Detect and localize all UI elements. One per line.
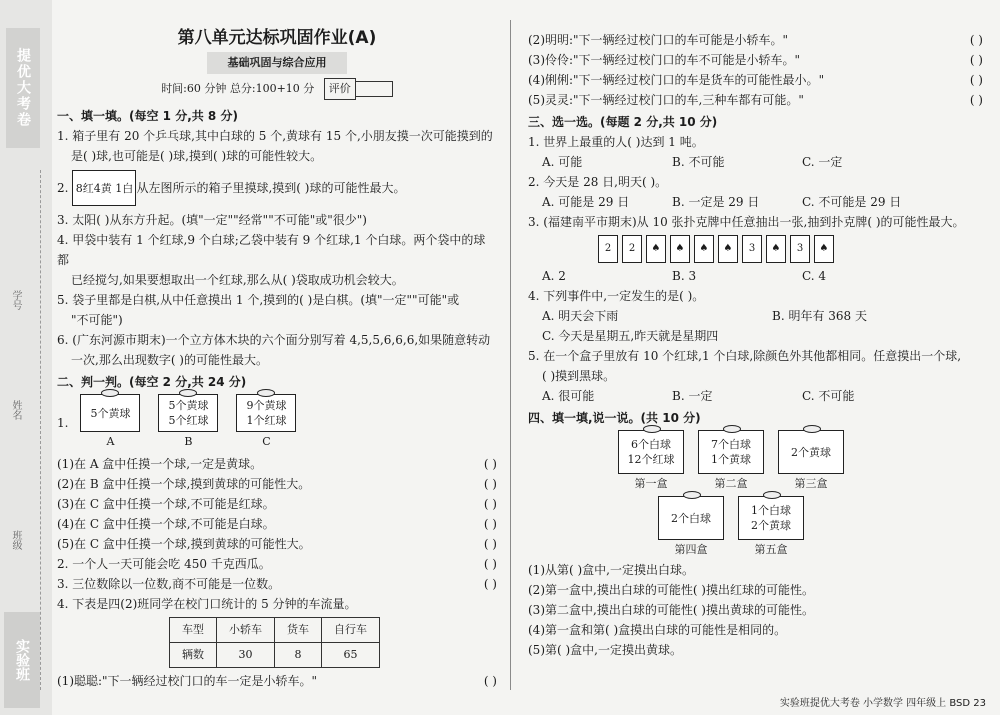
poker-cards	[598, 235, 983, 263]
question-2: 2. 8红4黄 1白 从左图所示的箱子里摸球,摸到( )球的可能性最大。	[57, 170, 497, 206]
answer-paren[interactable]: ( )	[483, 537, 497, 551]
judge-item: (5)灵灵:"下一辆经过校门口的车,三种车都有可能。" ( )	[528, 90, 983, 110]
judge-item: (4)俐俐:"下一辆经过校门口的车是货车的可能性最小。" ( )	[528, 70, 983, 90]
box-1: 6个白球 12个红球 第一盒	[618, 430, 684, 494]
box-2: 7个白球 1个黄球 第二盒	[698, 430, 764, 494]
series-logo: 实验班	[4, 612, 40, 708]
field-name: 姓名	[10, 400, 21, 420]
section-2-heading: 二、判一判。(每空 2 分,共 24 分)	[57, 375, 247, 389]
card: ♠	[694, 235, 714, 263]
judge-item: (2)明明:"下一辆经过校门口的车可能是小轿车。" ( )	[528, 30, 983, 50]
judge-item: (1)在 A 盒中任摸一个球,一定是黄球。 ( )	[57, 454, 497, 474]
question-text: 1. 世界上最重的人( )达到 1 吨。	[528, 135, 704, 149]
options: A. 可能是 29 日 B. 一定是 29 日 C. 不可能是 29 日	[542, 195, 902, 209]
judge-item: (3)在 C 盒中任摸一个球,不可能是红球。 ( )	[57, 494, 497, 514]
question-text: 1. 箱子里有 20 个乒乓球,其中白球的 5 个,黄球有 15 个,小朋友摸一次可能摸到的	[57, 129, 493, 143]
question-text: 已经搅匀,如果要想取出一个红球,那么从( )袋取成功机会较大。	[71, 273, 404, 287]
answer-paren[interactable]: ( )	[483, 517, 497, 531]
judge-item: 3. 三位数除以一位数,商不可能是一位数。 ( )	[57, 574, 497, 594]
answer-paren[interactable]: ( )	[483, 557, 497, 571]
question-text: 2. 今天是 28 日,明天( )。	[528, 175, 668, 189]
eval-box[interactable]	[356, 81, 393, 97]
question-text: 6. (广东河源市期末)一个立方体木块的六个面分别写着 4,5,5,6,6,6,如果随意转动	[57, 333, 491, 347]
card: ♠	[718, 235, 738, 263]
box-a: 5个黄球 A	[80, 394, 140, 452]
question-text: 一次,那么出现数字( )的可能性最大。	[71, 353, 268, 367]
page-title: 第八单元达标巩固作业(A)	[177, 28, 377, 48]
card: ♠	[670, 235, 690, 263]
fill-item: (1)从第( )盒中,一定摸出白球。	[528, 563, 694, 577]
page-footer: 实验班提优大考卷 小学数学 四年级上 BSD 23	[779, 698, 986, 709]
options: A. 明天会下雨 B. 明年有 368 天	[542, 309, 867, 323]
question-text: 4. 甲袋中装有 1 个红球,9 个白球;乙袋中装有 9 个红球,1 个白球。两个袋中的球都	[57, 233, 486, 267]
question-text: 从左图所示的箱子里摸球,摸到( )球的可能性最大。	[136, 181, 406, 195]
options: C. 今天是星期五,昨天就是星期四	[542, 329, 719, 343]
cut-line	[40, 170, 41, 690]
answer-paren[interactable]: ( )	[969, 53, 983, 67]
question-text: 3. (福建南平市期末)从 10 张扑克牌中任意抽出一张,抽到扑克牌( )的可能性最大。	[528, 215, 965, 229]
judge-item: (1)聪聪:"下一辆经过校门口的车一定是小轿车。" ( )	[57, 671, 497, 691]
judge-item: (4)在 C 盒中任摸一个球,不可能是白球。 ( )	[57, 514, 497, 534]
fill-item: (5)第( )盒中,一定摸出黄球。	[528, 643, 682, 657]
box-5: 1个白球 2个黄球 第五盒	[738, 496, 804, 560]
section-4-heading: 四、填一填,说一说。(共 10 分)	[528, 411, 701, 425]
section-3-heading: 三、选一选。(每题 2 分,共 10 分)	[528, 115, 718, 129]
judge-item: (2)在 B 盒中任摸一个球,摸到黄球的可能性大。 ( )	[57, 474, 497, 494]
ball-box: 8红4黄 1白	[72, 170, 136, 206]
box-row-2	[658, 496, 983, 560]
field-class: 班级	[10, 530, 21, 550]
answer-paren[interactable]: ( )	[483, 577, 497, 591]
answer-paren[interactable]: ( )	[483, 674, 497, 688]
field-student-id: 学号	[10, 290, 21, 310]
question-text: ( )摸到黑球。	[542, 369, 616, 383]
box-row: 1. 5个黄球 A 5个黄球 5个红球 B 9个黄球 1个红球 C	[57, 392, 497, 454]
question-text: 4. 下表是四(2)班同学在校门口统计的 5 分钟的车流量。	[57, 597, 357, 611]
box-row-1	[618, 430, 983, 494]
card: ♠	[814, 235, 834, 263]
left-column	[57, 28, 497, 691]
time-score: 时间:60 分钟 总分:100+10 分	[161, 82, 315, 95]
section-1-heading: 一、填一填。(每空 1 分,共 8 分)	[57, 109, 238, 123]
answer-paren[interactable]: ( )	[969, 73, 983, 87]
fill-item: (3)第二盒中,摸出白球的可能性( )摸出黄球的可能性。	[528, 603, 814, 617]
box-b: 5个黄球 5个红球 B	[158, 394, 218, 452]
card: ♠	[646, 235, 666, 263]
card: 3	[790, 235, 810, 263]
answer-paren[interactable]: ( )	[483, 457, 497, 471]
page-divider	[510, 20, 511, 690]
question-text: 3. 太阳( )从东方升起。(填"一定""经常""不可能"或"很少")	[57, 213, 367, 227]
question-text: 5. 袋子里都是白棋,从中任意摸出 1 个,摸到的( )是白棋。(填"一定""可能"或	[57, 293, 460, 307]
judge-item: (5)在 C 盒中任摸一个球,摸到黄球的可能性大。 ( )	[57, 534, 497, 554]
question-text: 5. 在一个盒子里放有 10 个红球,1 个白球,除颜色外其他都相同。任意摸出一个球,	[528, 349, 962, 363]
answer-paren[interactable]: ( )	[483, 477, 497, 491]
binding-sidebar	[0, 0, 52, 715]
card: 2	[598, 235, 618, 263]
right-column	[528, 30, 983, 660]
fill-item: (4)第一盒和第( )盒摸出白球的可能性是相同的。	[528, 623, 787, 637]
question-text: 4. 下列事件中,一定发生的是( )。	[528, 289, 705, 303]
options: A. 可能 B. 不可能 C. 一定	[542, 155, 843, 169]
fill-item: (2)第一盒中,摸出白球的可能性( )摸出红球的可能性。	[528, 583, 814, 597]
judge-item: (3)伶伶:"下一辆经过校门口的车不可能是小轿车。" ( )	[528, 50, 983, 70]
exam-meta	[57, 78, 497, 100]
eval-label: 评价	[324, 78, 356, 100]
traffic-table: 车型 小轿车 货车 自行车 辆数 30 8 65	[169, 617, 380, 668]
brand-label: 提优大考卷	[6, 28, 40, 148]
box-3: 2个黄球 第三盒	[778, 430, 844, 494]
answer-paren[interactable]: ( )	[969, 93, 983, 107]
question-text: "不可能")	[71, 313, 123, 327]
card: 3	[742, 235, 762, 263]
question-text: 是( )球,也可能是( )球,摸到( )球的可能性较大。	[71, 149, 323, 163]
options: A. 2 B. 3 C. 4	[542, 269, 827, 283]
box-4: 2个白球 第四盒	[658, 496, 724, 560]
box-c: 9个黄球 1个红球 C	[236, 394, 296, 452]
answer-paren[interactable]: ( )	[483, 497, 497, 511]
options: A. 很可能 B. 一定 C. 不可能	[542, 389, 855, 403]
card: 2	[622, 235, 642, 263]
card: ♠	[766, 235, 786, 263]
page-subtitle: 基础巩固与综合应用	[207, 52, 347, 74]
judge-item: 2. 一个人一天可能会吃 450 千克西瓜。 ( )	[57, 554, 497, 574]
answer-paren[interactable]: ( )	[969, 33, 983, 47]
